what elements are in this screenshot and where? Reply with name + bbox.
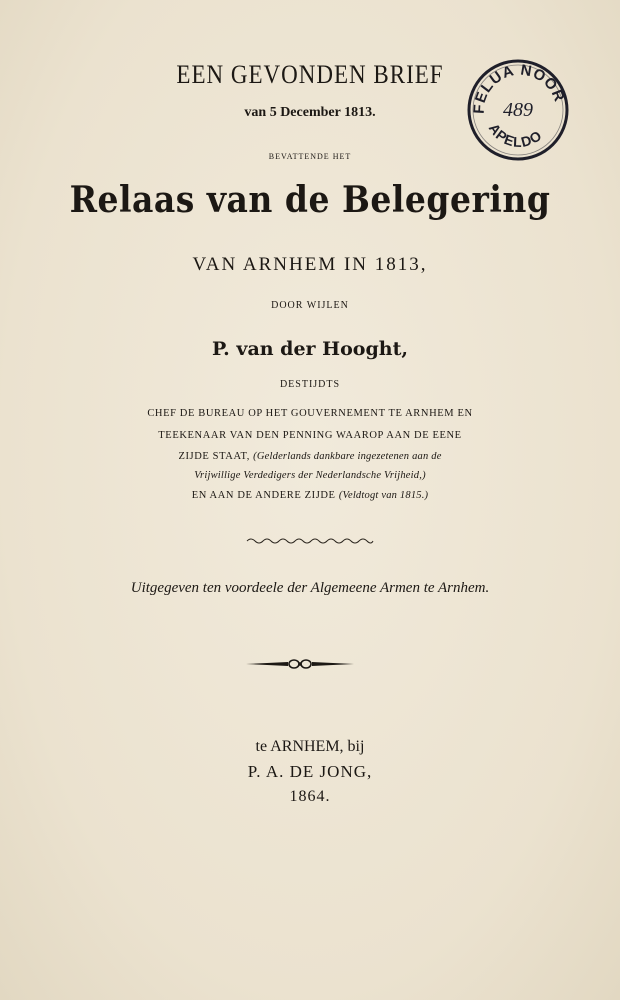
- imprint-place: te ARNHEM, bij: [255, 738, 365, 755]
- stamp-number: 489: [503, 99, 533, 121]
- svg-text:APELDO: [486, 120, 545, 150]
- subtitle: VAN ARNHEM IN 1813,: [192, 254, 428, 275]
- main-title: Relaas van de Belegering: [69, 178, 551, 221]
- stamp-bottom-text: APELDO: [485, 120, 546, 151]
- library-stamp: [466, 58, 570, 162]
- imprint-publisher: P. A. DE JONG,: [247, 762, 373, 781]
- bevattende-label: BEVATTENDE HET: [268, 152, 352, 161]
- description-line-5-italic: (Veldtogt van 1815.): [338, 490, 429, 501]
- description-line-4: Vrijwillige Verdedigers der Nederlandsche Vrijheid,): [194, 470, 426, 481]
- stamp-top-text: FELUA NOOR: [470, 61, 568, 115]
- destijds-label: DESTIJDTS: [279, 379, 341, 390]
- publication-note: Uitgegeven ten voordeele der Algemeene Armen te Arnhem.: [130, 580, 490, 596]
- description-line-2: TEEKENAAR VAN DEN PENNING WAAROP AAN DE EENE: [158, 430, 462, 441]
- description-line-1: CHEF DE BUREAU OP HET GOUVERNEMENT TE ARNHEM EN: [147, 408, 473, 419]
- wavy-rule-divider: [245, 536, 375, 546]
- imprint-year: 1864.: [289, 788, 331, 805]
- description-line-5-roman: EN AAN DE ANDERE ZIJDE: [191, 490, 339, 501]
- title-line-2: van 5 December 1813.: [244, 105, 376, 120]
- door-label: DOOR WIJLEN: [271, 300, 349, 311]
- description-line-3-italic: (Gelderlands dankbare ingezetenen aan de: [253, 451, 442, 462]
- description-line-5: [0, 490, 620, 501]
- title-line-1: EEN GEVONDEN BRIEF: [176, 60, 444, 89]
- author-name: P. van der Hooght,: [212, 338, 408, 360]
- ornament-divider: [244, 656, 356, 672]
- description-line-3: [0, 451, 620, 462]
- description-line-3-roman: ZIJDE STAAT,: [178, 451, 254, 462]
